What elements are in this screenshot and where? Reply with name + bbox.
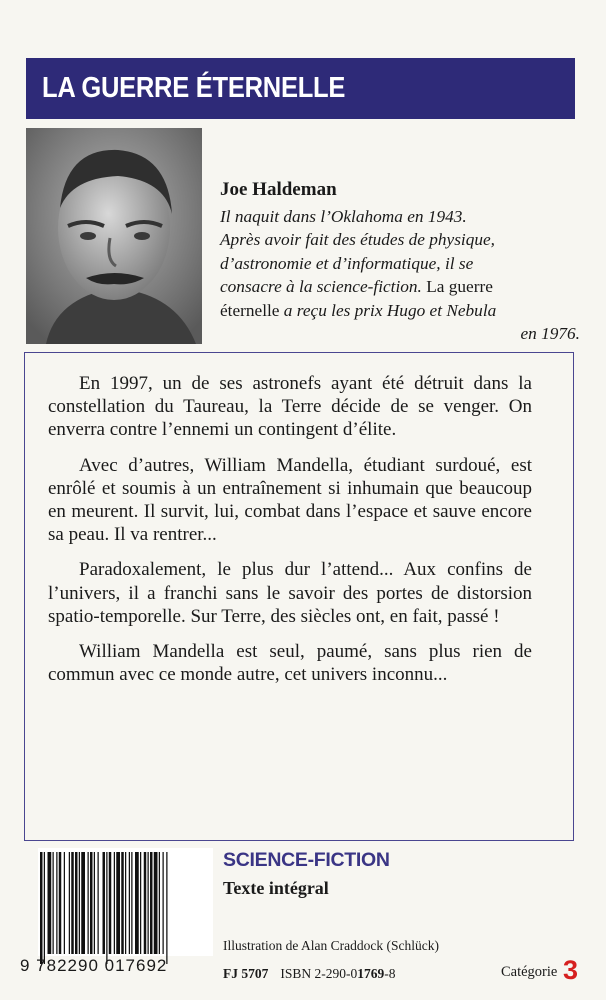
genre-label: SCIENCE-FICTION xyxy=(223,849,390,871)
barcode-digits: 9 782290 017692 xyxy=(20,956,168,975)
bio-line: en 1976. xyxy=(520,324,580,343)
book-title: LA GUERRE ÉTERNELLE xyxy=(42,72,346,104)
bio-fragment: La guerre xyxy=(421,277,493,296)
blurb-paragraph: Avec d’autres, William Mandella, étudiant surdoué, est enrôlé et soumis à un entraînement si inhumain que beaucoup en meurent. Il survit, lui, combat dans l’espace et sauve encore sa peau. Il va rentrer... xyxy=(48,454,532,546)
author-name: Joe Haldeman xyxy=(220,179,337,200)
bio-line: d’astronomie et d’informatique, il se xyxy=(220,253,474,273)
isbn-suffix: -8 xyxy=(384,966,396,981)
isbn-prefix: ISBN 2-290-0 xyxy=(280,966,358,981)
isbn-line xyxy=(223,966,396,982)
author-bio xyxy=(220,205,580,346)
isbn-bold: 1769 xyxy=(357,966,385,981)
blurb xyxy=(48,372,532,698)
ean-barcode-icon xyxy=(38,848,213,966)
bio-line: Après avoir fait des études de physique, xyxy=(220,230,496,249)
category-label: Catégorie xyxy=(500,964,558,980)
bio-line xyxy=(220,275,580,299)
category-number: 3 xyxy=(562,955,578,985)
blurb-paragraph: Paradoxalement, le plus dur l’attend... Aux confins de l’univers, il a franchi sans le savoir des portes de distorsion spatio-temporelle. Sur Terre, des siècles ont, en fait, passé ! xyxy=(48,559,532,627)
blurb-paragraph: En 1997, un de ses astronefs ayant été détruit dans la constellation du Taureau, la Terre décide de se venger. On enverra contre l’ennemi un contingent d’élite. xyxy=(48,373,532,441)
bio-line xyxy=(220,299,580,323)
bio-fragment: éternelle xyxy=(220,300,280,320)
author-block xyxy=(220,178,580,346)
bio-fragment: consacre à la science-fiction. xyxy=(220,277,422,296)
bio-line: Il naquit dans l’Oklahoma en 1943. xyxy=(220,206,467,226)
barcode xyxy=(20,848,215,980)
title-band xyxy=(26,58,575,119)
category xyxy=(501,955,578,986)
edition-label: Texte intégral xyxy=(223,878,329,898)
fj-code: FJ 5707 xyxy=(223,966,269,981)
blurb-paragraph: William Mandella est seul, paumé, sans plus rien de commun avec ce monde autre, cet univers inconnu... xyxy=(48,641,532,686)
bio-fragment: a reçu les prix Hugo et Nebula xyxy=(279,300,497,320)
illustration-credit: Illustration de Alan Craddock (Schlück) xyxy=(223,938,439,953)
author-portrait-icon xyxy=(26,128,202,344)
